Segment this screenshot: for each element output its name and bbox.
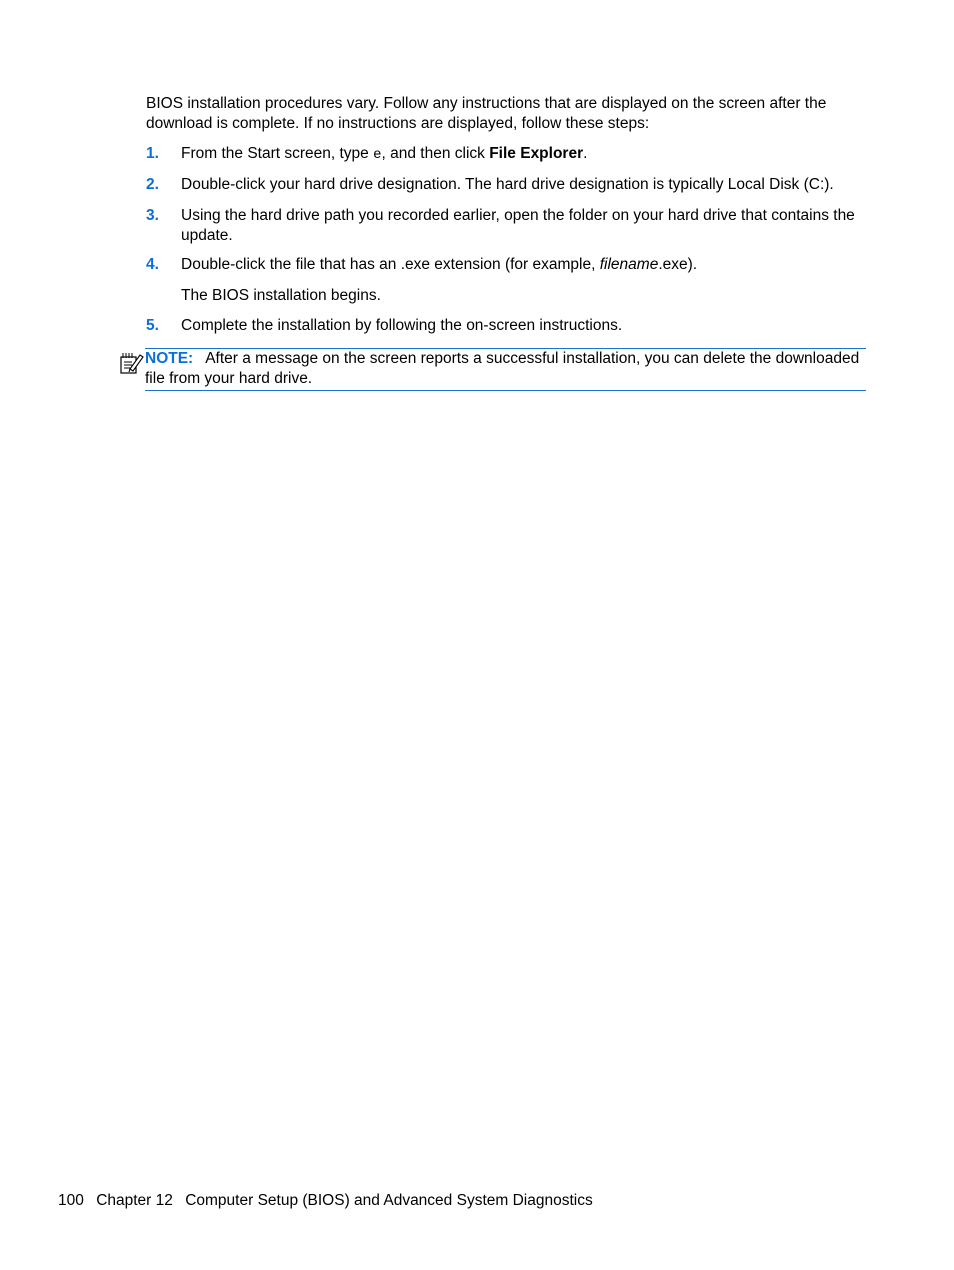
step-5: [146, 316, 866, 336]
step-2: [146, 175, 866, 195]
step-3: [146, 206, 866, 246]
note-label: NOTE:: [145, 350, 194, 367]
step-number: 2.: [146, 176, 159, 193]
step-4-result: The BIOS installation begins.: [181, 287, 381, 304]
step-text: Using the hard drive path you recorded earlier, open the folder on your hard drive that contains the update.: [181, 207, 855, 244]
chapter-label: Chapter 12: [96, 1192, 173, 1209]
step-text: Double-click your hard drive designation. The hard drive designation is typically Local Disk (C:).: [181, 176, 834, 193]
file-explorer-label: File Explorer: [489, 145, 584, 162]
step-text: From the Start screen, type e, and then click File Explorer.: [181, 145, 588, 163]
step-4: [146, 255, 866, 275]
intro-paragraph: BIOS installation procedures vary. Follow any instructions that are displayed on the screen after the download is complete. If no instructions are displayed, follow these steps:: [146, 95, 827, 132]
note-icon: [118, 349, 144, 375]
page-number: 100: [58, 1192, 84, 1209]
page-footer: [58, 1191, 601, 1211]
filename-placeholder: filename: [599, 256, 659, 273]
note-text: After a message on the screen reports a successful installation, you can delete the downloaded file from your hard drive.: [145, 350, 860, 387]
step-number: 3.: [146, 207, 159, 224]
chapter-title: Computer Setup (BIOS) and Advanced System Diagnostics: [185, 1192, 593, 1209]
step-number: 4.: [146, 256, 159, 273]
step-text: Double-click the file that has an .exe extension (for example, filename.exe).: [181, 256, 698, 273]
step-number: 5.: [146, 317, 159, 334]
step-text: Complete the installation by following the on-screen instructions.: [181, 317, 623, 334]
step-1: [146, 144, 866, 165]
typed-key: e: [373, 147, 382, 163]
note-box: [145, 348, 866, 391]
step-number: 1.: [146, 145, 159, 162]
